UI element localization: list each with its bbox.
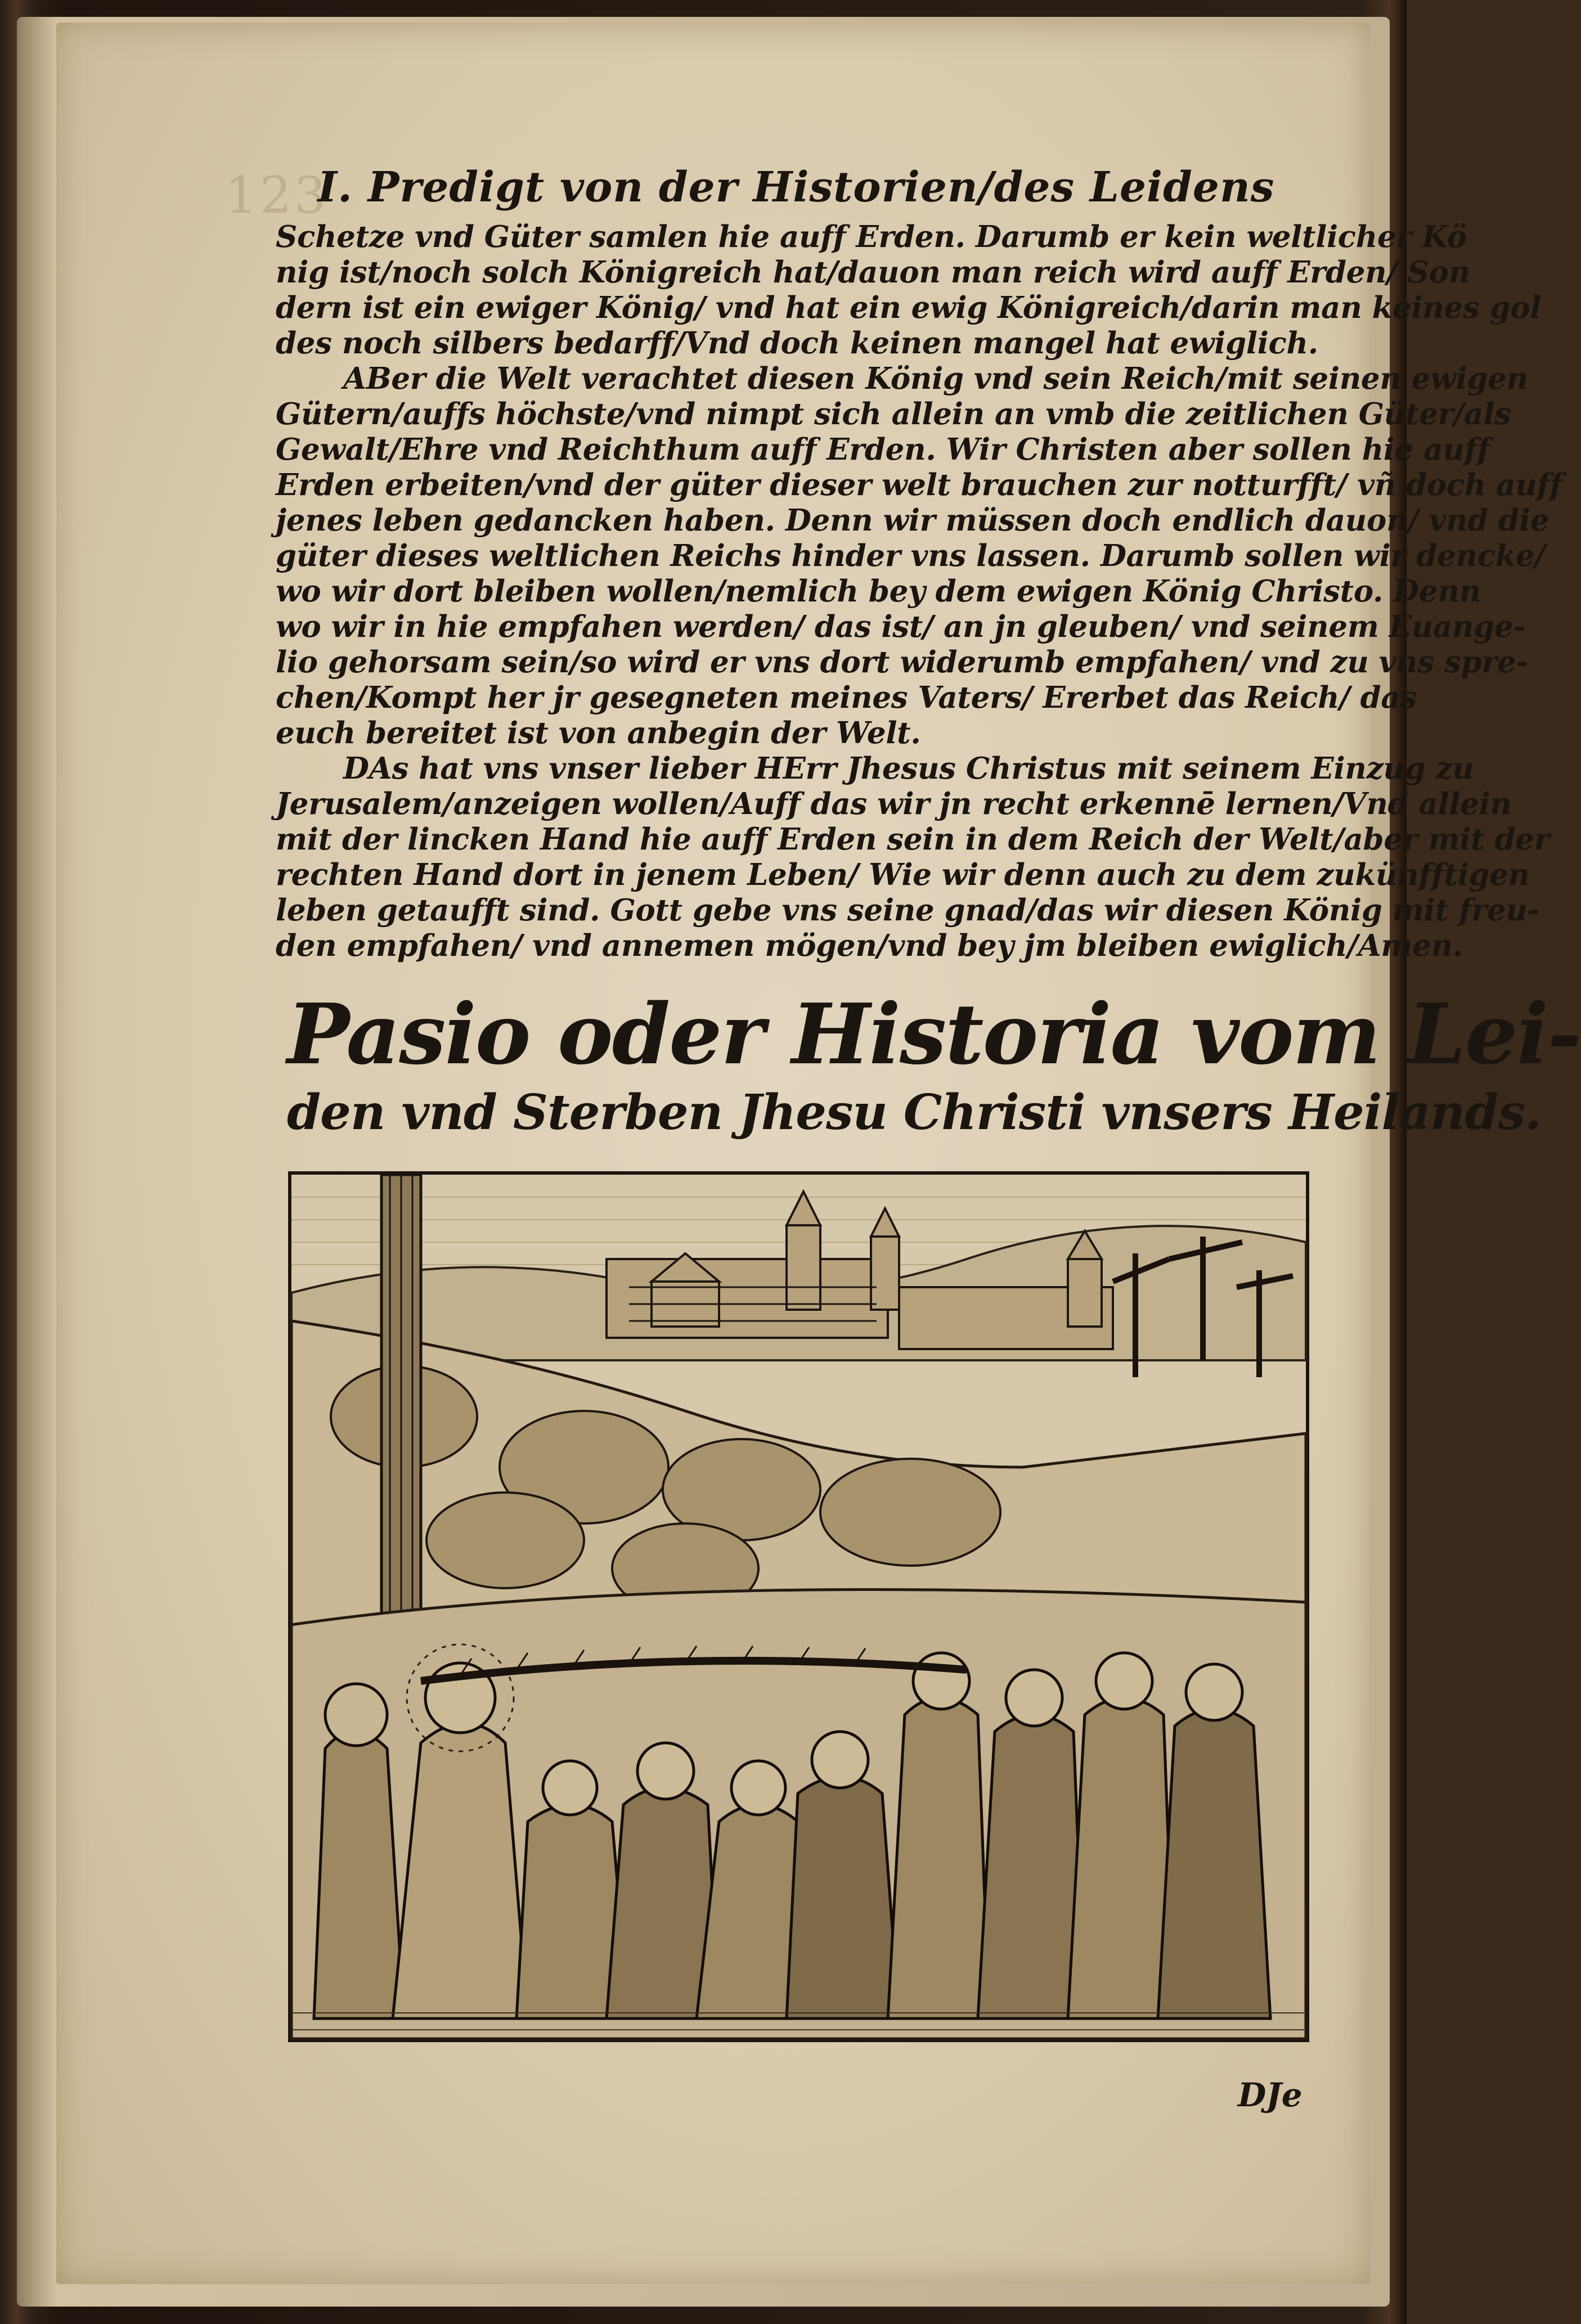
paragraph-3 — [276, 751, 1550, 964]
text-line: Jerusalem/anzeigen wollen/Auff das wir jn recht erkennē lernen/Vnd allein — [276, 786, 1512, 821]
bleed-through-page-number: 123 — [225, 166, 329, 225]
text-line: leben getaufft sind. Gott gebe vns seine gnad/das wir diesen König mit freu- — [276, 893, 1540, 928]
woodcut-illustration — [288, 1171, 1309, 2042]
text-line: ABer die Welt verachtet diesen König vnd sein Reich/mit seinen ewigen — [343, 361, 1528, 396]
text-line: chen/Kompt her jr gesegneten meines Vaters/ Ererbet das Reich/ das — [276, 680, 1417, 715]
text-line: wo wir dort bleiben wollen/nemlich bey dem ewigen König Christo. Denn — [276, 574, 1481, 609]
text-line: Schetze vnd Güter samlen hie auff Erden. Darumb er kein weltlicher Kö — [276, 219, 1467, 254]
text-line: Gütern/auffs höchste/vnd nimpt sich allein an vmb die zeitlichen Güter/als — [276, 397, 1511, 431]
text-line: den empfahen/ vnd annemen mögen/vnd bey jm bleiben ewiglich/Amen. — [276, 928, 1463, 963]
woodcut-scene — [291, 1175, 1306, 2039]
text-line: euch bereitet ist von anbegin der Welt. — [276, 716, 921, 750]
text-line: Gewalt/Ehre vnd Reichthum auff Erden. Wir Christen aber sollen hie auff — [276, 432, 1490, 467]
text-line: güter dieses weltlichen Reichs hinder vns lassen. Darumb sollen wir dencke/ — [276, 538, 1546, 573]
title-line: den vnd Sterben Jhesu Christi vnsers Heilands. — [287, 1084, 1541, 1141]
text-line: nig ist/noch solch Königreich hat/dauon man reich wird auff Erden/ Son — [276, 255, 1470, 290]
text-line: DAs hat vns vnser lieber HErr Jhesus Christus mit seinem Einzug zu — [343, 751, 1474, 786]
page-content — [276, 163, 1581, 1144]
section-title — [276, 985, 1581, 1144]
text-line: Erden erbeiten/vnd der güter dieser welt brauchen zur notturfft/ vñ doch auff — [276, 468, 1562, 502]
catchword: DJe — [1238, 2076, 1302, 2114]
running-header: I. Predigt von der Historien/des Leidens — [317, 163, 1275, 212]
text-line: rechten Hand dort in jenem Leben/ Wie wir denn auch zu dem zukünfftigen — [276, 857, 1530, 892]
text-line: wo wir in hie empfahen werden/ das ist/ an jn gleuben/ vnd seinem Euange- — [276, 609, 1526, 644]
paragraph-1 — [276, 219, 1542, 361]
text-line: jenes leben gedancken haben. Denn wir müssen doch endlich dauon/ vnd die — [276, 503, 1549, 538]
paragraph-2 — [276, 361, 1562, 751]
text-line: des noch silbers bedarff/Vnd doch keinen mangel hat ewiglich. — [276, 326, 1318, 361]
text-line: mit der lincken Hand hie auff Erden sein in dem Reich der Welt/aber mit der — [276, 822, 1550, 857]
text-line: dern ist ein ewiger König/ vnd hat ein ewig Königreich/darin man keines gol — [276, 290, 1542, 325]
title-line: Pasio oder Historia vom Lei- — [287, 985, 1581, 1083]
text-line: lio gehorsam sein/so wird er vns dort widerumb empfahen/ vnd zu vns spre- — [276, 645, 1529, 680]
